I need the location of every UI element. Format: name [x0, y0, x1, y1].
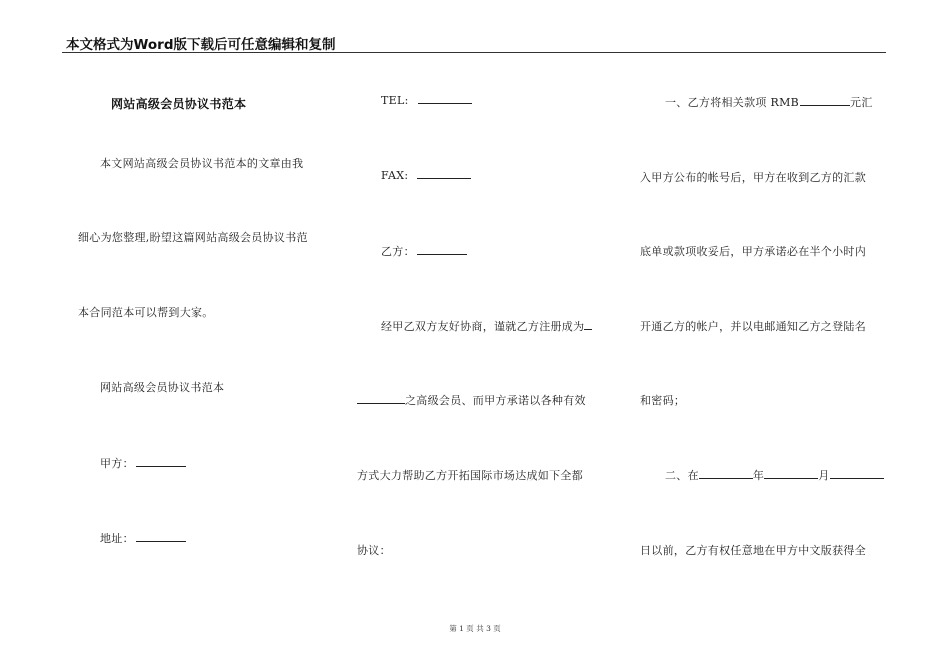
clause-1-line-1	[665, 94, 873, 110]
fax-blank	[417, 169, 471, 179]
agreement-line-2	[357, 392, 586, 408]
agreement-line-4: 协议：	[357, 544, 391, 557]
month-blank	[764, 469, 818, 479]
agreement-blank-2	[357, 394, 405, 404]
tel-label: TEL:	[381, 94, 409, 107]
clause-2-text-year: 年	[752, 469, 765, 482]
day-blank	[830, 469, 884, 479]
year-blank	[699, 469, 753, 479]
header-divider	[62, 52, 886, 53]
party-b-line	[381, 243, 467, 259]
agreement-blank-1	[584, 320, 592, 330]
intro-line-3: 本合同范本可以帮到大家。	[78, 306, 214, 319]
clause-2-text-month: 月	[818, 469, 830, 482]
party-a-blank	[136, 457, 186, 467]
section-subtitle: 网站高级会员协议书范本	[100, 381, 225, 394]
rmb-amount-blank	[800, 96, 850, 106]
clause-2-line-1	[665, 467, 884, 483]
tel-blank	[418, 94, 472, 104]
address-blank	[136, 532, 186, 542]
fax-line	[381, 169, 471, 182]
party-a-label: 甲方：	[100, 457, 134, 470]
clause-1-line-4: 开通乙方的帐户，并以电邮通知乙方之登陆名	[640, 320, 866, 333]
clause-1-text-a: 一、乙方将相关款项 RMB	[665, 96, 800, 109]
agreement-text-1: 经甲乙双方友好协商，谨就乙方注册成为	[381, 320, 585, 333]
clause-2-text-a: 二、在	[665, 469, 699, 482]
clause-1-line-5: 和密码；	[640, 394, 686, 407]
fax-label: FAX:	[381, 169, 409, 182]
agreement-text-2: 之高级会员、而甲方承诺以各种有效	[405, 394, 586, 407]
tel-line	[381, 94, 472, 107]
clause-1-line-2: 入甲方公布的帐号后，甲方在收到乙方的汇款	[640, 171, 866, 184]
party-b-label: 乙方：	[381, 245, 415, 258]
address-label: 地址：	[100, 532, 134, 545]
address-line	[100, 530, 186, 546]
intro-line-2: 细心为您整理,盼望这篇网站高级会员协议书范	[78, 231, 308, 244]
party-a-line	[100, 455, 186, 471]
agreement-line-3: 方式大力帮助乙方开拓国际市场达成如下全都	[357, 469, 583, 482]
clause-1-text-b: 元汇	[850, 96, 873, 109]
clause-1-line-3: 底单或款项收妥后，甲方承诺必在半个小时内	[640, 245, 866, 258]
party-b-blank	[417, 245, 467, 255]
agreement-line-1	[381, 318, 592, 334]
intro-line-1: 本文网站高级会员协议书范本的文章由我	[100, 157, 304, 170]
document-title: 网站高级会员协议书范本	[111, 97, 247, 111]
page-number: 第 1 页 共 3 页	[449, 624, 501, 633]
clause-2-line-2: 日以前，乙方有权任意地在甲方中文版获得全	[640, 544, 866, 557]
document-header: 本文格式为Word版下载后可任意编辑和复制	[66, 37, 336, 53]
